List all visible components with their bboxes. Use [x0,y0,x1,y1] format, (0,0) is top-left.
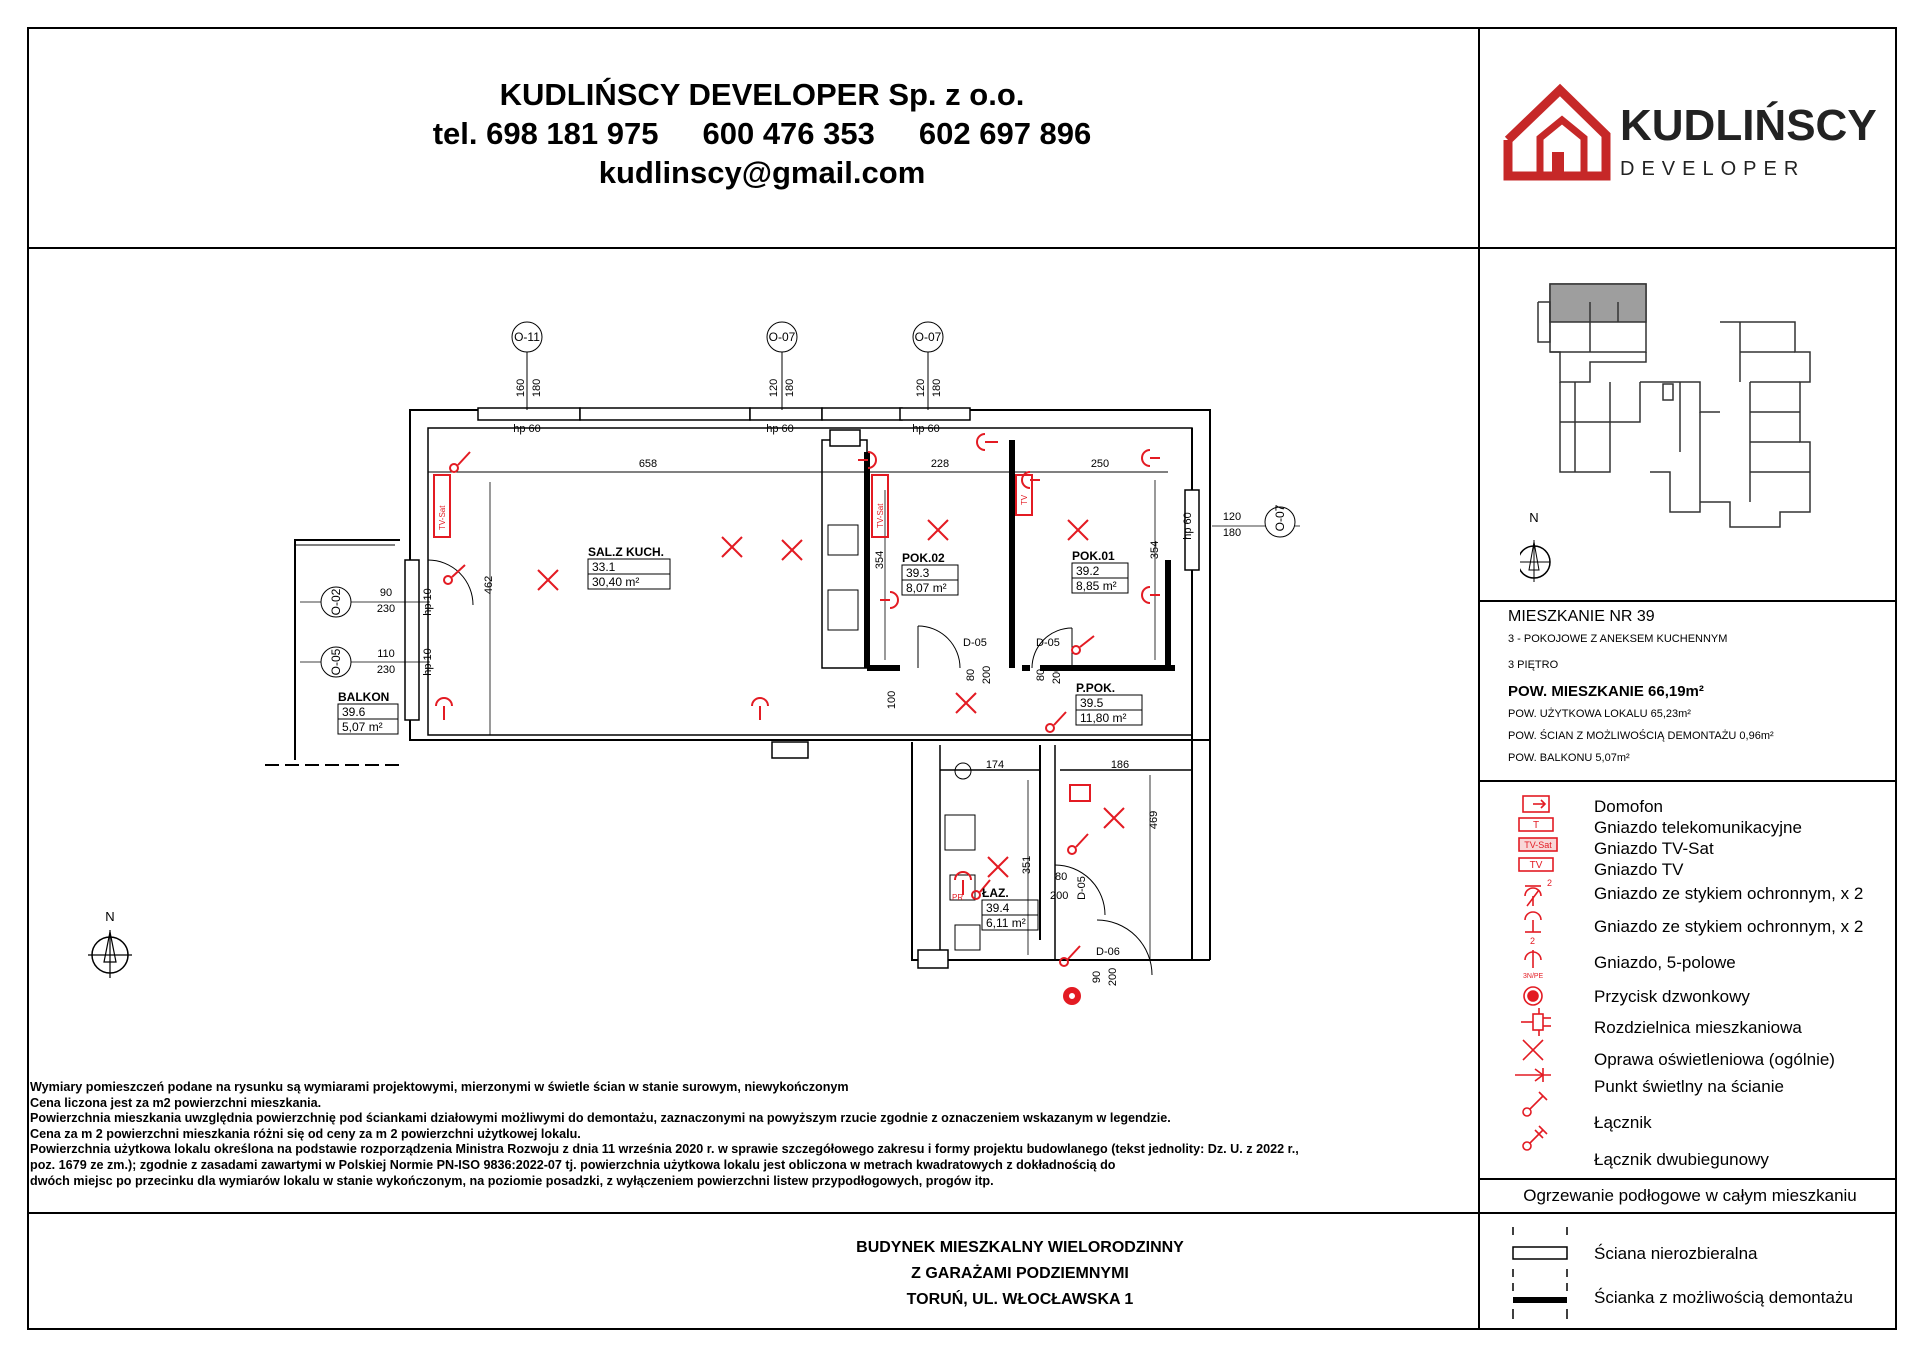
svg-text:39.6: 39.6 [342,705,366,719]
dimensions [377,379,1241,874]
door-label: D-05 [963,637,987,649]
legend-tv-sat: Gniazdo TV-Sat [1594,839,1714,858]
dim-label: 110 [377,648,395,660]
dim-label: 354 [1149,540,1161,560]
note-line: poz. 1679 ze zm.); zgodnie z zasadami zawartymi w Polskiej Normie PN-ISO 9836:2022-07 tj. powierzchnia użytkowa lokalu jest obliczona w metrach kwadratowych z dokładnością do [30,1157,1116,1172]
svg-text:80: 80 [1035,668,1047,682]
svg-text:80: 80 [1055,871,1068,883]
doorbell-icon [1524,987,1542,1005]
legend-tv: Gniazdo TV [1594,860,1684,879]
dim-label: hp 60 [766,423,794,435]
apartment-floor: 3 PIĘTRO [1508,659,1559,671]
svg-text:39.4: 39.4 [986,901,1010,915]
dim-label: hp 60 [912,423,940,435]
dim-label: 90 [379,587,393,599]
room-pok01 [1072,549,1128,593]
svg-text:SAL.Z KUCH.: SAL.Z KUCH. [588,545,664,559]
legend-socket-5pole: Gniazdo, 5-polowe [1594,953,1736,972]
svg-text:39.5: 39.5 [1080,696,1104,710]
legend-switch: Łącznik [1594,1113,1652,1132]
legend-distribution-board: Rozdzielnica mieszkaniowa [1594,1018,1802,1037]
dim-label: 180 [784,378,796,398]
axis-label: O-11 [514,330,540,344]
apartment-type: 3 - POKOJOWE Z ANEKSEM KUCHENNYM [1508,633,1728,645]
dim-label: 351 [1021,855,1033,875]
svg-text:200: 200 [981,665,993,685]
svg-text:2: 2 [1530,936,1536,946]
company-email: kudlinscy@gmail.com [598,155,926,190]
dim-label: 174 [985,759,1005,771]
disclaimer-notes [30,1080,1470,1189]
telecom-socket-icon [1519,818,1553,831]
key-plan [1520,282,1860,602]
heating-note: Ogrzewanie podłogowe w całym mieszkaniu [1523,1186,1857,1205]
svg-text:3N/PE: 3N/PE [1523,973,1544,980]
north-arrow-icon [1520,510,1550,582]
note-line: Powierzchnia użytkowa lokalu określona na podstawie rozporządzenia Ministra Rozwoju z dnia 11 września 2020 r. w sprawie szczegółowego zakresu i formy projektu budowlanego (tekst jednolity: Dz. U. z 2022 r., [30,1142,1299,1157]
svg-text:P.POK.: P.POK. [1076,681,1116,695]
note-line: Cena liczona jest za m2 powierzchni mieszkania. [30,1095,322,1110]
socket-5pole-icon [1523,950,1544,980]
svg-text:8,07 m²: 8,07 m² [906,581,947,595]
intercom-icon [1523,796,1549,812]
heating-divider-top [1478,1178,1897,1180]
dim-label: 180 [931,378,943,398]
svg-text:N: N [105,909,115,924]
svg-text:5,07 m²: 5,07 m² [342,720,383,734]
electrical-symbols [434,434,1160,1004]
wall-legend-icons [1505,1225,1585,1325]
dim-label: 469 [1148,810,1160,830]
svg-text:6,11 m²: 6,11 m² [986,916,1026,930]
building-title [570,1235,1470,1313]
apartment-area: POW. MIESZKANIE 66,19m² [1508,683,1704,700]
logo-name: KUDLIŃSCY [1620,101,1877,150]
legend-divider [1478,780,1897,782]
switch-icon [1523,1092,1547,1116]
axis-label: O-07 [1273,504,1287,532]
door-label: D-05 [1076,876,1088,900]
svg-text:33.1: 33.1 [592,560,616,574]
socket-x2-icon [1525,878,1552,906]
room-balcony [338,690,398,734]
tv-sat-socket-icon [1519,838,1557,851]
double-switch-icon [1523,1126,1547,1150]
dim-label: 186 [1110,759,1130,771]
legend-light-fixture: Oprawa oświetleniowa (ogólnie) [1594,1050,1835,1069]
svg-text:TV-Sat: TV-Sat [876,503,885,528]
company-logo [1500,80,1880,190]
dim-label: 120 [768,378,780,398]
usable-area: POW. UŻYTKOWA LOKALU 65,23m² [1508,708,1691,720]
svg-text:ŁAZ.: ŁAZ. [982,886,1009,900]
svg-text:TV-Sat: TV-Sat [438,505,447,530]
company-name: KUDLIŃSCY DEVELOPER Sp. z o.o. [499,77,1025,112]
building-line-3: TORUŃ, UL. WŁOCŁAWSKA 1 [906,1291,1134,1308]
svg-text:TV: TV [1020,494,1029,505]
dim-label: 160 [515,378,527,398]
legend-double-switch: Łącznik dwubiegunowy [1594,1150,1769,1169]
legend-wall-light: Punkt świetlny na ścianie [1594,1077,1784,1096]
wall-light-icon [1515,1068,1551,1082]
legend-telecom: Gniazdo telekomunikacyjne [1594,818,1802,837]
socket-x2-icon [436,434,1160,895]
phone-1: tel. 698 181 975 [432,116,659,151]
svg-text:2: 2 [1547,878,1553,888]
footer-divider [27,1212,1478,1214]
dim-label: 120 [1222,511,1242,523]
socket-x2-alt-icon [1525,912,1541,946]
svg-text:TV: TV [1529,860,1543,871]
svg-text:80: 80 [965,668,977,682]
dim-label: hp 60 [513,423,541,435]
logo-sub: DEVELOPER [1620,158,1806,180]
note-line: Powierzchnia mieszkania uwzględnia powierzchnię pod ściankami działowymi możliwymi do demontażu, zaznaczonymi na powyższym rzucie zgodnie z oznaczeniem wskazanym w legendzie. [30,1111,1171,1126]
dim-label: 180 [1222,527,1242,539]
dim-label: 180 [531,378,543,398]
removable-wall-icon [1513,1283,1567,1319]
svg-text:30,40 m²: 30,40 m² [592,575,640,589]
legend-socket-x2: Gniazdo ze stykiem ochronnym, x 2 [1594,884,1864,903]
distribution-board-icon [1521,1008,1551,1036]
door-label: D-06 [1096,946,1120,958]
dim-label: 120 [915,378,927,398]
removable-walls-area: POW. ŚCIAN Z MOŻLIWOŚCIĄ DEMONTAŻU 0,96m² [1508,730,1774,742]
building-line-2: Z GARAŻAMI PODZIEMNYMI [911,1265,1129,1282]
room-living [588,545,670,589]
legend-fixed-wall: Ściana nierozbieralna [1594,1244,1758,1263]
dim-label: 462 [483,575,495,595]
svg-text:200: 200 [1051,665,1063,685]
svg-text:BALKON: BALKON [338,690,390,704]
svg-text:T: T [1532,820,1540,831]
dim-label: 100 [886,690,898,710]
room-bathroom [982,886,1038,930]
svg-text:PR: PR [952,893,964,902]
note-line: Cena za m 2 powierzchni mieszkania różni się od ceny za m 2 powierzchni użytkowej lokalu. [30,1126,581,1141]
legend-icons [1505,790,1585,1175]
svg-text:N: N [1529,510,1539,525]
note-line: dwóch miejsc po przecinku dla wymiarów lokalu w stanie wykończonym, na poziomie posadzki, z wyłączeniem powierzchni listew przypodłogowych, progów itp. [30,1173,994,1188]
heating-divider-bottom [1478,1212,1897,1214]
dim-label: hp 10 [422,588,434,616]
tv-socket-icon [1519,858,1553,871]
balcony-area: POW. BALKONU 5,07m² [1508,752,1630,764]
door-label: D-05 [1036,637,1060,649]
room-pok02 [902,551,958,595]
apartment-info [1508,608,1888,764]
svg-text:39.2: 39.2 [1076,564,1100,578]
svg-text:200: 200 [1050,890,1069,902]
axis-label: O-05 [329,648,343,676]
light-fixture-icon [1523,1040,1543,1060]
svg-text:8,85 m²: 8,85 m² [1076,579,1117,593]
dim-label: 228 [930,458,950,470]
fixed-wall-icon [1513,1227,1567,1277]
apartment-title: MIESZKANIE NR 39 [1508,608,1655,625]
room-hall [1076,681,1142,725]
legend-doorbell: Przycisk dzwonkowy [1594,987,1750,1006]
grid-axes [321,322,1295,677]
svg-text:200: 200 [1107,967,1119,987]
axis-label: O-07 [914,330,942,344]
dim-label: 250 [1090,458,1110,470]
legend-socket-x2-alt: Gniazdo ze stykiem ochronnym, x 2 [1594,917,1864,936]
phone-2: 600 476 353 [702,116,875,151]
dim-label: hp 60 [1182,512,1194,540]
building-line-1: BUDYNEK MIESZKALNY WIELORODZINNY [856,1239,1184,1256]
legend-removable-wall: Ścianka z możliwością demontażu [1594,1288,1853,1307]
svg-text:11,80 m²: 11,80 m² [1080,711,1127,725]
legend-intercom: Domofon [1594,797,1663,816]
axis-label: O-07 [768,330,796,344]
svg-text:POK.01: POK.01 [1072,549,1115,563]
dim-label: 658 [638,458,658,470]
north-arrow-icon [88,909,132,978]
dim-label: hp 10 [422,648,434,676]
dim-label: 230 [376,664,396,676]
svg-text:90: 90 [1091,970,1103,984]
svg-text:TV-Sat: TV-Sat [1524,840,1552,850]
note-line: Wymiary pomieszczeń podane na rysunku są wymiarami projektowymi, mierzonymi w świetle ścian w stanie surowym, niewykończonym [30,1080,849,1094]
phone-3: 602 697 896 [918,116,1092,151]
dim-label: 230 [376,603,396,615]
svg-text:39.3: 39.3 [906,566,930,580]
dim-label: 354 [874,550,886,570]
svg-text:POK.02: POK.02 [902,551,945,565]
axis-label: O-02 [329,588,343,616]
